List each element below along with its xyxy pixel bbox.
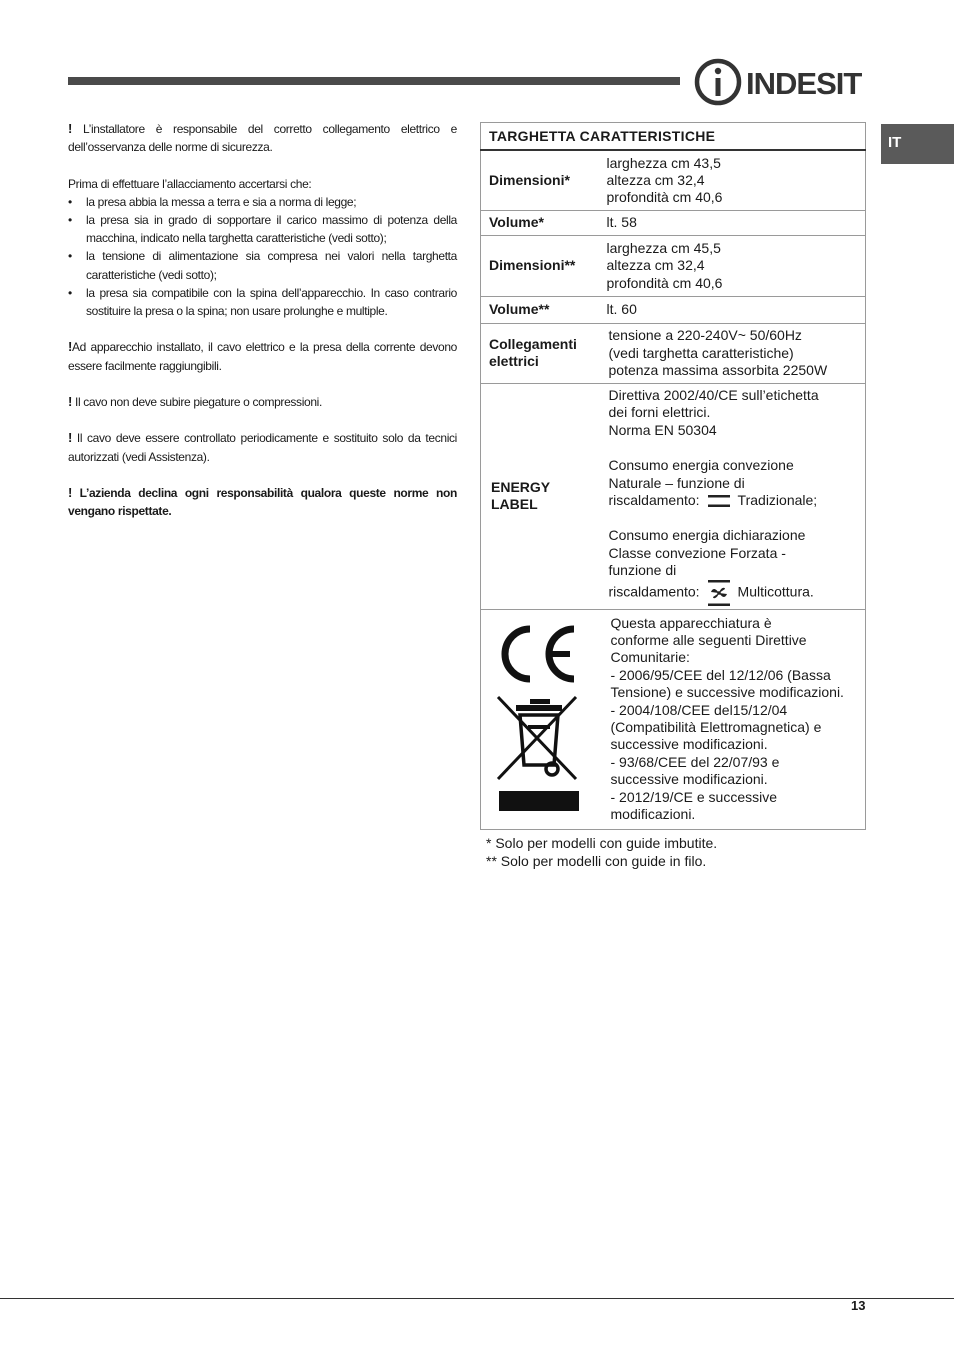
spec-title: TARGHETTA CARATTERISTICHE [481,123,866,151]
note-installer: ! L’installatore è responsabile del corretto collegamento elettrico e dell’osservanza delle norme di sicurezza. [68,121,457,155]
footnotes [486,834,717,870]
energy-label: ENERGY LABEL [481,383,593,609]
list-item: • la tensione di alimentazione sia compresa nei valori nella targhetta caratteristiche (vedi sotto); [68,249,457,282]
intro-text: Prima di effettuare l’allacciamento accertarsi che: [68,176,312,191]
page-number: 13 [851,1298,866,1313]
list-item: • la presa abbia la messa a terra e sia a norma di legge; [68,194,357,209]
dim1-value: larghezza cm 43,5 altezza cm 32,4 profondità cm 40,6 [593,150,866,210]
vol2-label: Volume** [481,296,593,323]
language-tab: IT [881,124,954,164]
conformity-marks [481,609,593,829]
vol1-label: Volume* [481,210,593,235]
list-item: • la presa sia compatibile con la spina dell’apparecchio. In caso contrario sostituire la presa o la spina; non usare prolunghe e multiple. [68,285,457,319]
elec-label: Collegamenti elettrici [481,323,593,383]
note-cable-bend: ! Il cavo non deve subire piegature o compressioni. [68,394,322,409]
footer-line [0,1298,954,1299]
conventional-heating-icon [708,494,730,508]
footnote: ** Solo per modelli con guide in filo. [486,853,707,869]
spec-table [480,122,866,830]
footnote: * Solo per modelli con guide imbutite. [486,835,718,851]
indesit-logo [694,58,870,106]
dim1-label: Dimensioni* [481,150,593,210]
header-bar [68,77,680,85]
fan-heating-icon [708,580,730,606]
elec-value: tensione a 220-240V~ 50/60Hz (vedi targhetta caratteristiche) potenza massima assorbita 2250W [593,323,866,383]
spec-plate [480,122,866,830]
vol2-value: lt. 60 [593,296,866,323]
installation-notes [68,120,457,539]
note-accessible: !Ad apparecchio installato, il cavo elettrico e la presa della corrente devono essere facilmente raggiungibili. [68,339,457,373]
dim2-label: Dimensioni** [481,235,593,296]
dim2-value: larghezza cm 45,5 altezza cm 32,4 profondità cm 40,6 [593,235,866,296]
ce-mark-icon [492,619,582,689]
ce-directives: Questa apparecchiatura è conforme alle seguenti Direttive Comunitarie: - 2006/95/CEE del 12/12/06 (Bassa Tensione) e successive modificazioni. - 2004/108/CEE del15/12/04 (Compatibilità Elettromagnetica) e successive modificazioni. - 93/68/CEE del 22/07/93 e successive modificazioni. - 2012/19/CE e successive modificazioni. [593,609,866,829]
note-disclaimer: ! L’azienda declina ogni responsabilità qualora queste norme non vengano rispettate. [68,484,457,519]
vol1-value: lt. 58 [593,210,866,235]
weee-bin-icon [492,693,582,815]
energy-value: Direttiva 2002/40/CE sull’etichetta dei forni elettrici. Norma EN 50304 Consumo energia convezione Naturale – funzione di riscaldamento: Tradizionale; Consumo energia dichiarazione Classe convezione Forzata - funzione di riscaldamento: Multicottura. [593,383,866,609]
svg-text:INDESIT: INDESIT [746,66,862,101]
checklist [68,193,457,320]
note-cable-check: ! Il cavo deve essere controllato periodicamente e sostituito solo da tecnici autorizzati (vedi Assistenza). [68,430,457,464]
list-item: • la presa sia in grado di sopportare il carico massimo di potenza della macchina, indicato nella targhetta caratteristiche (vedi sotto); [68,213,457,246]
